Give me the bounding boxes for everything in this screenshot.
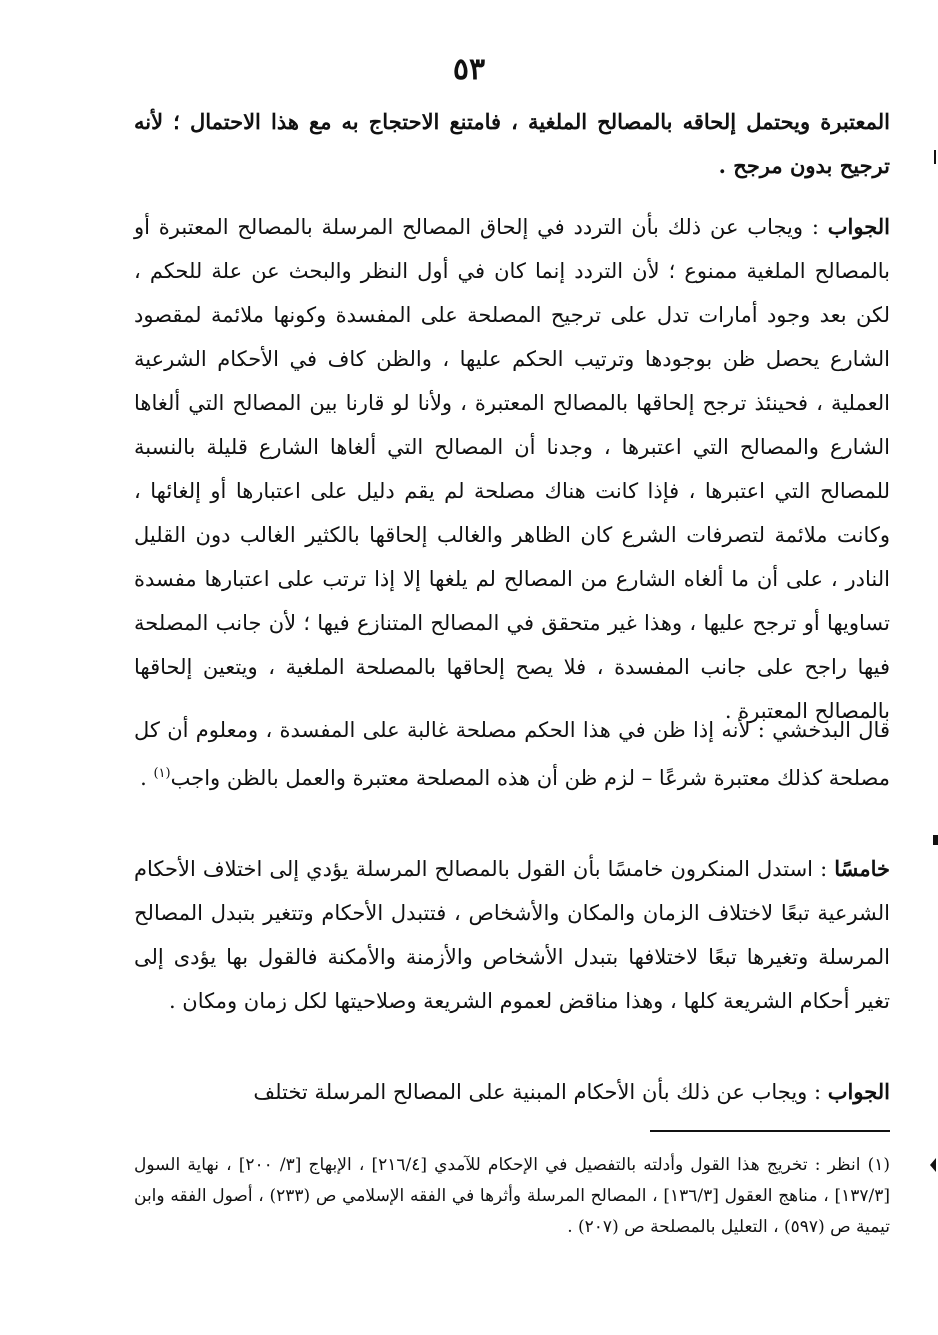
paragraph-end: . <box>140 766 154 790</box>
paragraph-text: : ويجاب عن ذلك بأن الأحكام المبنية على المصالح المرسلة تختلف <box>253 1080 822 1104</box>
footnote-divider <box>650 1130 890 1132</box>
page-number: ٥٣ <box>452 52 486 87</box>
paragraph-lead: الجواب <box>827 214 890 239</box>
paragraph-text-wrapper <box>134 708 890 800</box>
answer-paragraph <box>134 205 890 733</box>
scan-edge-mark <box>930 1158 936 1172</box>
paragraph-text-wrapper <box>134 847 890 1023</box>
footnote: (١) انظر : تخريج هذا القول وأدلته بالتفصيل في الإحكام للآمدي [٢١٦/٤] ، الإبهاج [٣/ ٢٠٠] ، نهاية السول [١٣٧/٣] ، مناهج العقول [١٣٦/٣] ، المصالح المرسلة وأثرها في الفقه الإسلامي ص (٢٣٣) ، أصول الفقه وابن تيمية ص (٥٩٧) ، التعليل بالمصلحة ص (٢٠٧) . <box>134 1155 891 1237</box>
paragraph-text: قال البدخشي : لأنه إذا ظن في هذا الحكم مصلحة غالبة على المفسدة ، ومعلوم أن كل مصلحة كذلك معتبرة شرعًا – لزم ظن أن هذه المصلحة معتبرة والعمل بالظن واجب <box>134 718 890 790</box>
paragraph-text: : ويجاب عن ذلك بأن التردد في إلحاق المصالح المرسلة بالمصالح المعتبرة أو بالمصالح الملغية ممنوع ؛ لأن التردد إنما كان في أول النظر والبحث عن علة للحكم ، لكن بعد وجود أمارات تدل على ترجيح المصلحة على المفسدة وكونها ملائمة لمقصود الشارع يحصل ظن بوجودها وترتيب الحكم عليها ، والظن كاف في الأحكام الشرعية العملية ، فحينئذ ترجح إلحاقها بالمصالح المعتبرة ، ولأنا لو قارنا بين المصالح التي ألغاها الشارع والمصالح التي اعتبرها ، وجدنا أن المصالح التي ألغاها الشارع قليلة بالنسبة للمصالح التي اعتبرها ، فإذا كانت هناك مصلحة لم يقم دليل على اعتبارها أو إلغائها ، وكانت ملائمة لتصرفات الشرع كان الظاهر والغالب إلحاقها بالكثير الغالب دون القليل النادر ، على أن ما ألغاه الشارع من المصالح لم يلغها إلا إذا ترتب على اعتبارها مفسدة تساويها أو ترجح عليها ، وهذا غير متحقق في المصالح المتنازع فيها ؛ لأن جانب المصلحة فيها راجح على جانب المفسدة ، فلا يصح إلحاقها بالمصلحة الملغية ، ويتعين إلحاقها بالمصالح المعتبرة . <box>134 215 890 723</box>
paragraph-text-wrapper <box>134 205 890 733</box>
scan-edge-mark <box>933 835 938 845</box>
fifth-argument-paragraph <box>134 847 890 1023</box>
paragraph-continuation <box>134 100 890 188</box>
scan-edge-mark <box>934 150 936 164</box>
quote-paragraph <box>134 708 890 800</box>
footnote-reference: (١) <box>153 766 171 781</box>
paragraph-text-wrapper <box>134 1070 890 1114</box>
paragraph-text: : استدل المنكرون خامسًا بأن القول بالمصالح المرسلة يؤدي إلى اختلاف الأحكام الشرعية تبعًا لاختلاف الزمان والمكان والأشخاص ، فتتبدل الأحكام وتتغير بتبدل المصالح المرسلة وتغيرها تبعًا لاختلافها بتبدل الأشخاص والأزمنة والأمكنة فالقول بها يؤدى إلى تغير أحكام الشريعة كلها ، وهذا مناقض لعموم الشريعة وصلاحيتها لكل زمان ومكان . <box>134 857 890 1013</box>
answer-paragraph-2 <box>134 1070 890 1114</box>
paragraph-lead: الجواب <box>827 1079 890 1104</box>
paragraph-text: المعتبرة ويحتمل إلحاقه بالمصالح الملغية ، فامتنع الاحتجاج به مع هذا الاحتمال ؛ لأنه ترجيح بدون مرجح . <box>134 109 890 178</box>
paragraph-lead: خامسًا <box>834 856 890 881</box>
